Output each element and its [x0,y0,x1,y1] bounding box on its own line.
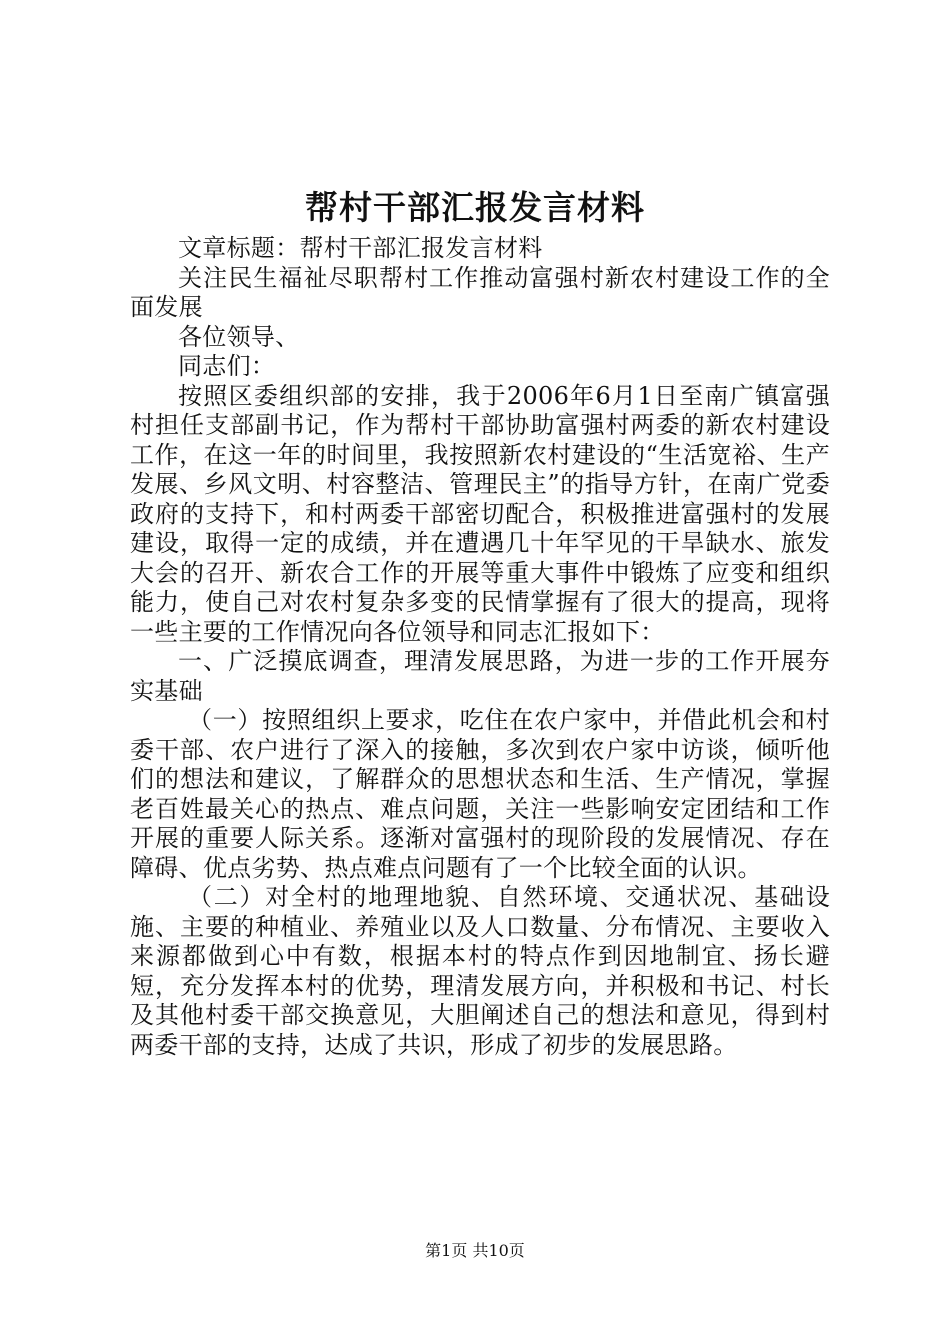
document-title: 帮村干部汇报发言材料 [305,188,645,227]
article-title-line: 文章标题：帮村干部汇报发言材料 [178,234,543,262]
intro-paragraph: 按照区委组织部的安排，我于2006年6月1日至南广镇富强村担任支部副书记，作为帮村干部协助富强村两委的新农村建设工作，在这一年的时间里，我按照新农村建设的“生活宽裕、生产发展、乡风文明、村容整洁、管理民主”的指导方针，在南广党委政府的支持下，和村两委干部密切配合，积极推进富强村的发展建设，取得一定的成绩，并在遭遇几十年罕见的干旱缺水、旅发大会的召开、新农合工作的开展等重大事件中锻炼了应变和组织能力，使自己对农村复杂多变的民情掌握有了很大的提高，现将一些主要的工作情况向各位领导和同志汇报如下： [130,381,830,646]
subsection-2-paragraph: （二）对全村的地理地貌、自然环境、交通状况、基础设施、主要的种植业、养殖业以及人口数量、分布情况、主要收入来源都做到心中有数，根据本村的特点作到因地制宜、扬长避短，充分发挥本村的优势，理清发展方向，并积极和书记、村长及其他村委干部交换意见，大胆阐述自己的想法和意见，得到村两委干部的支持，达成了共识，形成了初步的发展思路。 [130,883,830,1059]
salutation-comrades: 同志们： [178,352,276,380]
document-body [130,234,830,1060]
subtitle-paragraph: 关注民生福祉尽职帮村工作推动富强村新农村建设工作的全面发展 [130,263,830,321]
salutation-leaders: 各位领导、 [178,322,300,351]
subsection-1-paragraph: （一）按照组织上要求，吃住在农户家中，并借此机会和村委干部、农户进行了深入的接触，多次到农户家中访谈，倾听他们的想法和建议，了解群众的思想状态和生活、生产情况，掌握老百姓最关心的热点、难点问题，关注一些影响安定团结和工作开展的重要人际关系。逐渐对富强村的现阶段的发展情况、存在障碍、优点劣势、热点难点问题有了一个比较全面的认识。 [130,706,830,882]
section-heading-1: 一、广泛摸底调查，理清发展思路，为进一步的工作开展夯实基础 [130,647,830,705]
page-footer: 第1页 共10页 [425,1241,525,1260]
